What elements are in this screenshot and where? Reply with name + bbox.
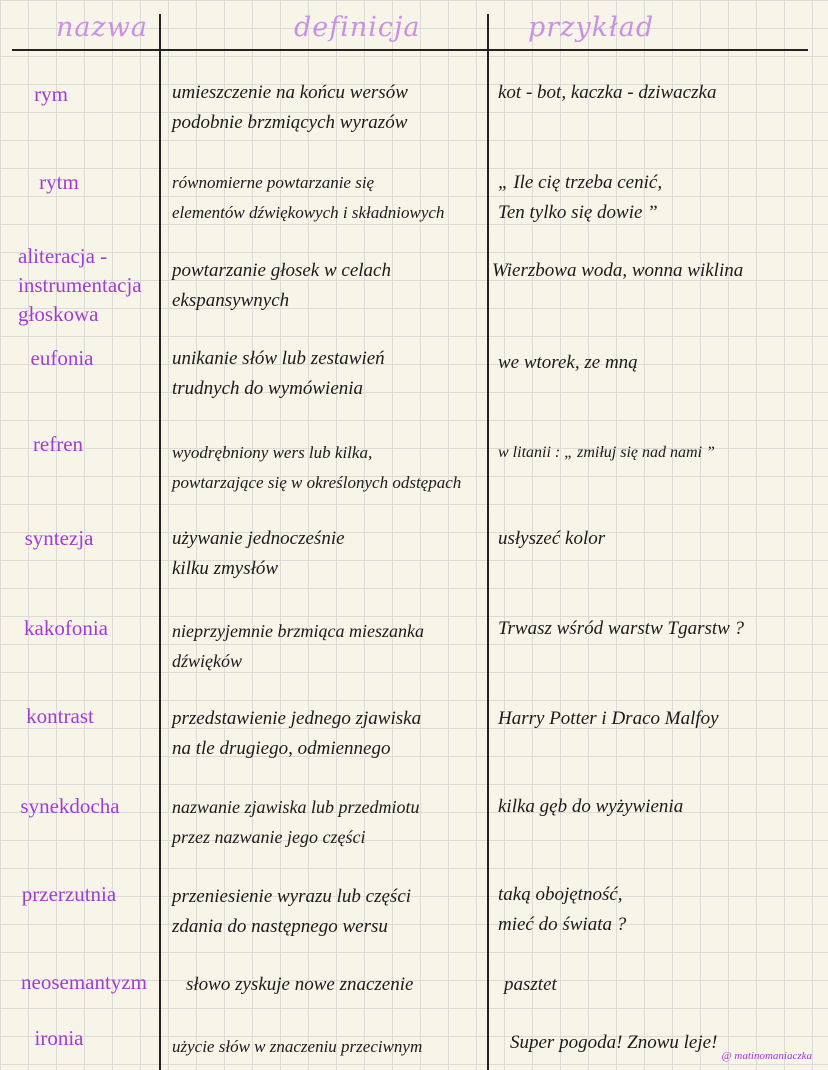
term: aliteracja - instrumentacja głoskowa xyxy=(18,244,142,326)
term: synekdocha xyxy=(20,794,120,818)
definition: nazwanie zjawiska lub przedmiotu przez nazwanie jego części xyxy=(172,797,420,847)
example: kot - bot, kaczka - dziwaczka xyxy=(498,82,717,103)
definition: przeniesienie wyrazu lub części zdania do następnego wersu xyxy=(172,886,412,937)
term: kontrast xyxy=(26,704,94,728)
definition: unikanie słów lub zestawień trudnych do wymówienia xyxy=(172,348,385,399)
term: przerzutnia xyxy=(21,882,117,906)
header-example: przykład xyxy=(528,12,655,43)
term: syntezja xyxy=(24,526,94,550)
definition: użycie słów w znaczeniu przeciwnym xyxy=(172,1037,423,1056)
definition: przedstawienie jednego zjawiska na tle drugiego, odmiennego xyxy=(172,708,422,759)
example: usłyszeć kolor xyxy=(498,528,606,549)
term: neosemantyzm xyxy=(21,970,147,994)
definition: używanie jednocześnie kilku zmysłów xyxy=(172,528,345,579)
column-divider-right xyxy=(487,14,489,1070)
column-divider-left xyxy=(159,14,161,1070)
header-definition: definicja xyxy=(294,12,421,43)
term: refren xyxy=(32,432,84,456)
definition: powtarzanie głosek w celach ekspansywnych xyxy=(172,260,391,311)
example: Harry Potter i Draco Malfoy xyxy=(498,708,719,729)
definition: umieszczenie na końcu wersów podobnie brzmiących wyrazów xyxy=(172,82,408,133)
header-underline xyxy=(12,49,808,51)
definition: wyodrębniony wers lub kilka, powtarzające się w określonych odstępach xyxy=(172,443,462,492)
term: ironia xyxy=(34,1026,84,1050)
term: eufonia xyxy=(30,346,94,370)
example: we wtorek, ze mną xyxy=(498,352,638,373)
example: pasztet xyxy=(504,974,557,995)
example: „ Ile cię trzeba cenić, Ten tylko się dowie ” xyxy=(498,172,663,223)
example: taką obojętność, mieć do świata ? xyxy=(498,884,627,935)
example: w litanii : „ zmiłuj się nad nami ” xyxy=(498,444,715,461)
term: rym xyxy=(34,82,68,106)
definition: równomierne powtarzanie się elementów dźwiękowych i składniowych xyxy=(172,173,445,222)
example: Trwasz wśród warstw Tgarstw ? xyxy=(498,618,745,639)
definition: słowo zyskuje nowe znaczenie xyxy=(186,974,414,995)
example: kilka gęb do wyżywienia xyxy=(498,796,684,817)
term: rytm xyxy=(39,170,79,194)
term: kakofonia xyxy=(24,616,108,640)
header-name: nazwa xyxy=(56,12,148,43)
example: Wierzbowa woda, wonna wiklina xyxy=(492,260,744,281)
definition: nieprzyjemnie brzmiąca mieszanka dźwięków xyxy=(172,621,424,671)
example: Super pogoda! Znowu leje! xyxy=(510,1032,718,1053)
author-handle: @ matinomaniaczka xyxy=(721,1050,812,1062)
